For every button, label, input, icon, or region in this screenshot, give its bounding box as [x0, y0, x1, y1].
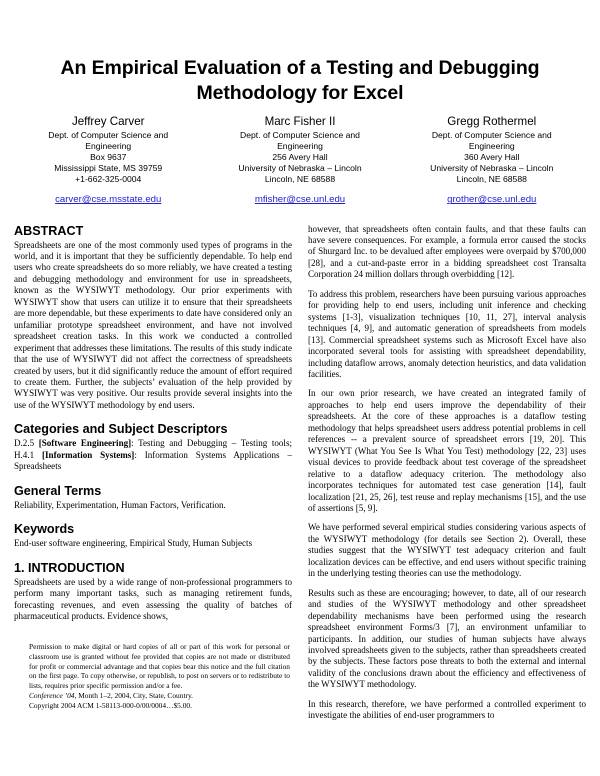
- general-terms-heading: General Terms: [14, 483, 102, 498]
- author-email-link[interactable]: grother@cse.unl.edu: [447, 194, 537, 206]
- author-address-3: Lincoln, NE 68588: [456, 174, 527, 185]
- author-block: [18, 115, 582, 206]
- author-address-2: University of Nebraska – Lincoln: [430, 163, 554, 174]
- right-paragraph-3: In our own prior research, we have created an integrated family of approaches to help end users improve the dependability of their spreadsheets. At the core of these approaches is a dataflow testing methodology that helps spreadsheet users address potential problems in cell references -- a prevalent source of spreadsheet errors [19, 20]. This WYSIWYT (What You See Is What You Test) methodology [22, 23] uses visual devices to provide feedback about test coverage of the spreadsheet relative to a dataflow adequacy criterion. The methodology also incorporates techniques for automated test case generation [14], fault localization [21, 25, 26], test reuse and replay mechanisms [15], and the use of assertions [5, 9].: [308, 388, 586, 513]
- body-columns: [14, 224, 586, 730]
- categories-heading: Categories and Subject Descriptors: [14, 422, 228, 437]
- right-paragraph-6: In this research, therefore, we have performed a controlled experiment to investigate the abilities of end-user programmers to: [308, 698, 586, 721]
- abstract-heading: ABSTRACT: [14, 223, 84, 238]
- author-entry: [18, 115, 198, 206]
- general-terms-text: Reliability, Experimentation, Human Factors, Verification.: [14, 499, 226, 510]
- right-paragraph-4: We have performed several empirical studies considering various aspects of the WYSIWYT methodology (for details see Section 2). Overall, these studies suggest that the WYSIWYT test adequacy criterion and fault localization devices can be effective, and end users without specific training in the underlying testing theories can use the methodology.: [308, 522, 586, 579]
- author-dept: Dept. of Computer Science and: [240, 130, 360, 140]
- author-entry: [402, 115, 582, 206]
- conference-name: Conference ’04: [29, 691, 75, 701]
- author-name: Marc Fisher II: [264, 115, 336, 128]
- author-dept-cont: Engineering: [85, 141, 132, 152]
- left-column: [14, 224, 292, 730]
- author-email-link[interactable]: mfisher@cse.unl.edu: [254, 194, 346, 206]
- keywords-text: End-user software engineering, Empirical Study, Human Subjects: [14, 538, 253, 549]
- categories-text: [14, 438, 292, 472]
- right-paragraph-1: however, that spreadsheets often contain faults, and that these faults can have severe consequences. For example, a formula error caused the stocks of Shurgard Inc. to be devalued after employees were overpaid by $700,000 [28], and a cut-and-paste error in a bidding spreadsheet cost Transalta Corporation 24 million dollars through overbidding [12].: [308, 223, 586, 280]
- author-dept: Dept. of Computer Science and: [48, 130, 169, 140]
- author-name: Jeffrey Carver: [71, 115, 145, 128]
- categories-prefix: D.2.5: [14, 438, 39, 449]
- copyright-permission-text: Permission to make digital or hard copies of all or part of this work for personal or classroom use is granted without fee provided that copies are not made or distributed for profit or commercial advantage and that copies bear this notice and the full citation on the first page. To copy otherwise, or republish, to post on servers or to redistribute to lists, requires prior specific permission and/or a fee.: [29, 642, 290, 690]
- copyright-notice: [14, 636, 292, 710]
- categories-suffix: : Information Systems Applications – Spreadsheets: [14, 449, 292, 472]
- conference-details: , Month 1–2, 2004, City, State, Country.: [74, 691, 194, 701]
- categories-bold-information-systems: [Information Systems]: [42, 449, 135, 460]
- author-address-2: Mississippi State, MS 39759: [54, 163, 163, 174]
- author-dept-cont: Engineering: [468, 141, 515, 152]
- author-address-3: +1-662-325-0004: [75, 174, 142, 185]
- right-paragraph-5: Results such as these are encouraging; however, to date, all of our research and studies of the WYSIWYT methodology and other spreadsheet dependability mechanisms have been performed using the research spreadsheet environment Forms/3 [7], an environment unfamiliar to participants. In addition, our studies of human subjects have always involved spreadsheets given to the subjects, rather than spreadsheets created by the subjects. These factors pose threats to both the external and internal validity of the conclusions drawn about the efficiency and effectiveness of the WYSIWYT methodology.: [308, 587, 586, 690]
- author-address-1: 256 Avery Hall: [272, 152, 328, 163]
- author-dept-cont: Engineering: [277, 141, 323, 152]
- author-address-3: Lincoln, NE 68588: [264, 174, 336, 185]
- copyright-conference-line: [29, 691, 290, 701]
- copyright-acm-line: Copyright 2004 ACM 1-58113-000-0/00/0004…$5.00.: [29, 701, 192, 710]
- author-address-1: Box 9637: [90, 152, 127, 163]
- author-dept: Dept. of Computer Science and: [431, 130, 552, 140]
- keywords-heading: Keywords: [14, 522, 75, 537]
- categories-bold-software-engineering: [Software Engineering]: [38, 438, 132, 449]
- right-paragraph-2: To address this problem, researchers have been pursuing various approaches for providing help to end users, including unit inference and checking systems [1-3], visualization techniques [10, 11, 27], interval analysis techniques [4, 9], and automatic generation of spreadsheets from models [13]. Commercial spreadsheet systems such as Microsoft Excel have also incorporated several tools for assisting with spreadsheet dependability, including dataflow arrows, anomaly detection heuristics, and data validation facilities.: [308, 288, 586, 379]
- abstract-text: Spreadsheets are one of the most commonly used types of programs in the world, and it is important that they be sufficiently dependable. To help end users who create spreadsheets do so more reliably, we have created a testing and debugging methodology and environment for use in spreadsheets, known as the WYSIWYT methodology. Our prior experiments with WYSIWYT show that users can utilize it to ensure that their spreadsheets are more dependable, but these experiments to date have considered only an unfamiliar prototype spreadsheet environment, and have not involved spreadsheet creation tasks. In this work we conducted a controlled experiment that addresses these limitations. The results of this study indicate that the use of WYSIWYT did not affect the correctness of spreadsheets created by users, but it did significantly reduce the amount of effort required to create them. Further, the subjects’ evaluation of the help provided by WYSIWYT was very positive. Our results provide several insights into the use of the WYSIWYT methodology by end users.: [14, 239, 292, 410]
- page-title: An Empirical Evaluation of a Testing and Debugging Methodology for Excel: [60, 57, 540, 104]
- author-email-link[interactable]: carver@cse.msstate.edu: [55, 194, 162, 206]
- author-address-1: 360 Avery Hall: [464, 152, 520, 163]
- author-address-2: University of Nebraska – Lincoln: [238, 163, 362, 174]
- author-entry: [210, 115, 390, 206]
- introduction-text: Spreadsheets are used by a wide range of non-professional programmers to perform many important tasks, such as managing retirement funds, forecasting revenues, and even assessing the quality of batches of pharmaceutical products. Evidence shows,: [14, 576, 292, 621]
- right-column: [308, 224, 586, 730]
- author-name: Gregg Rothermel: [447, 115, 537, 128]
- introduction-heading: 1. INTRODUCTION: [14, 560, 125, 575]
- categories-middle: : Testing and Debugging – Testing tools; H.4.1: [14, 438, 292, 460]
